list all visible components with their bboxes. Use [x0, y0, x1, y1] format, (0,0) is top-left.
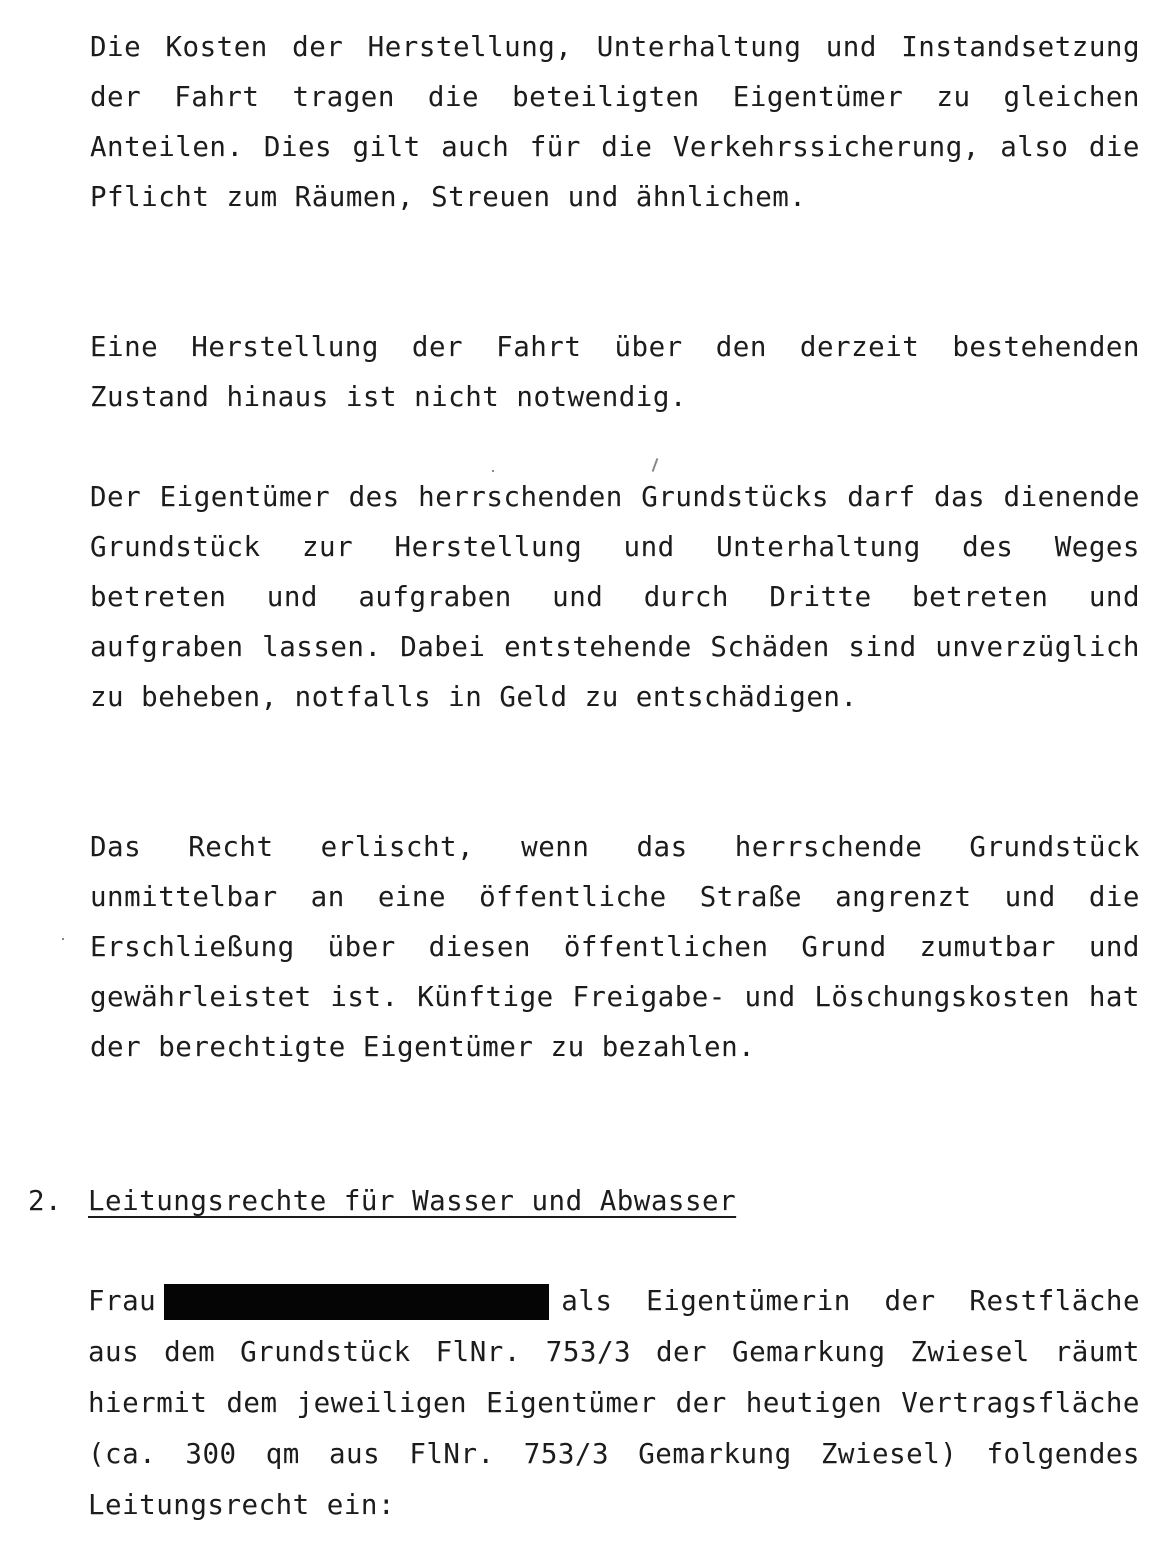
section-number: 2.	[28, 1185, 63, 1217]
scan-speck	[62, 938, 64, 940]
paragraph-prefix: Frau	[88, 1285, 157, 1317]
scan-speck	[492, 470, 494, 472]
section-heading	[28, 1176, 736, 1226]
paragraph-rest: als Eigentümerin der Restfläche aus dem Grundstück FlNr. 753/3 der Gemarkung Zwiesel räumt hiermit dem jeweiligen Eigentümer der heutigen Vertragsfläche (ca. 300 qm aus FlNr. 753/3 Gemarkung Zwiesel) folgendes Leitungsrecht ein:	[88, 1285, 1140, 1521]
paragraph-expiry: Das Recht erlischt, wenn das herrschende Grundstück unmittelbar an eine öffentliche Straße angrenzt und die Erschließung über diesen öffentlichen Grund zumutbar und gewährleistet ist. Künftige Freigabe- und Löschungskosten hat der berechtigte Eigentümer zu bezahlen.	[90, 831, 1140, 1063]
paragraph-line-rights	[88, 1276, 1140, 1531]
paragraph-costs: Die Kosten der Herstellung, Unterhaltung und Instandsetzung der Fahrt tragen die beteiligten Eigentümer zu gleichen Anteilen. Dies gilt auch für die Verkehrssicherung, also die Pflicht zum Räumen, Streuen und ähnlichem.	[90, 31, 1140, 213]
scan-speck	[652, 458, 659, 472]
paragraph-access-rights: Der Eigentümer des herrschenden Grundstücks darf das dienende Grundstück zur Herstellung und Unterhaltung des Weges betreten und aufgraben und durch Dritte betreten und aufgraben lassen. Dabei entstehende Schäden sind unverzüglich zu beheben, notfalls in Geld zu entschädigen.	[90, 481, 1140, 713]
redaction-bar	[164, 1284, 549, 1320]
section-title: Leitungsrechte für Wasser und Abwasser	[88, 1185, 737, 1217]
paragraph-construction: Eine Herstellung der Fahrt über den derzeit bestehenden Zustand hinaus ist nicht notwendig.	[90, 331, 1140, 413]
